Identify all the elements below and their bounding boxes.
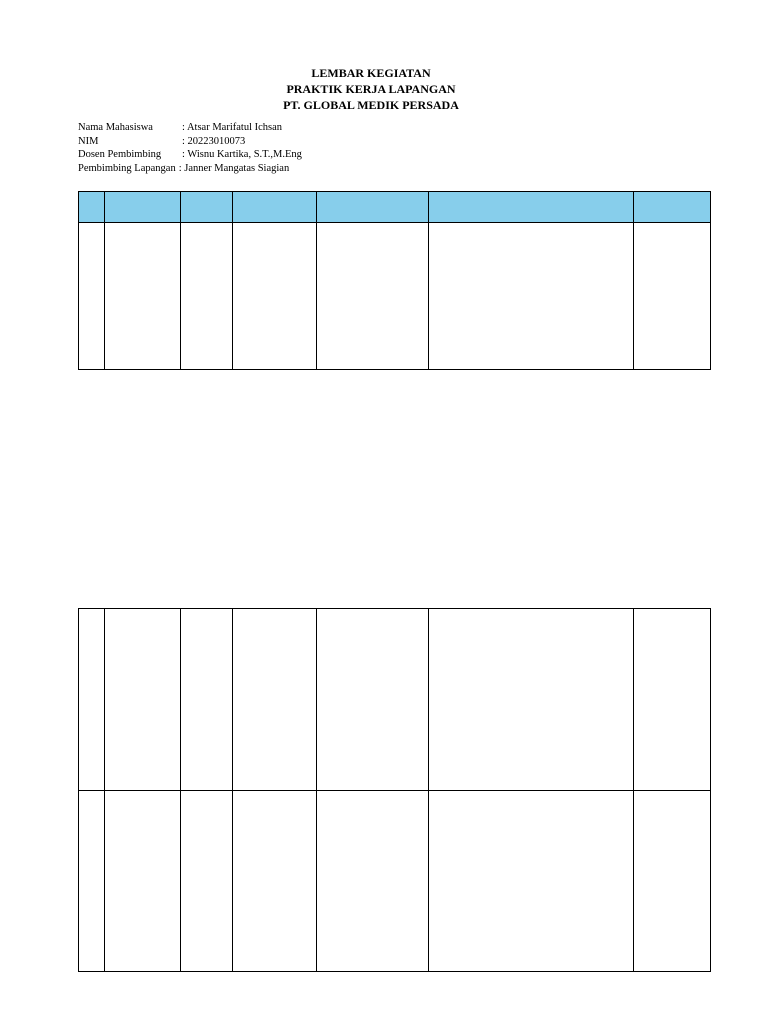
table-cell <box>105 791 181 972</box>
header-cell <box>105 192 181 223</box>
table-cell <box>429 791 634 972</box>
title-line-1: LEMBAR KEGIATAN <box>311 66 431 80</box>
info-label: NIM <box>78 135 99 147</box>
table-cell <box>105 223 181 370</box>
info-row-nim <box>78 135 302 149</box>
table-cell <box>634 609 711 791</box>
info-row-lecturer <box>78 148 302 162</box>
table-cell <box>79 791 105 972</box>
table-row <box>79 223 711 370</box>
table-cell <box>181 609 233 791</box>
info-row-field-supervisor <box>78 162 302 176</box>
info-label: Dosen Pembimbing <box>78 149 162 160</box>
table-cell <box>105 609 181 791</box>
table-cell <box>181 223 233 370</box>
table-row <box>79 791 711 972</box>
table-cell <box>634 223 711 370</box>
table-cell <box>634 791 711 972</box>
header-cell <box>181 192 233 223</box>
table-cell <box>317 791 429 972</box>
table-cell <box>233 609 317 791</box>
activity-table-continued <box>78 608 711 972</box>
activity-table <box>78 191 711 370</box>
table-cell <box>181 791 233 972</box>
document-title <box>0 65 742 113</box>
info-label: Nama Mahasiswa <box>78 122 153 133</box>
info-value: : Janner Mangatas Siagian <box>178 162 290 174</box>
table-cell <box>79 609 105 791</box>
title-line-3: PT. GLOBAL MEDIK PERSADA <box>283 98 459 112</box>
info-value: : Atsar Marifatul Ichsan <box>182 122 283 133</box>
header-cell <box>317 192 429 223</box>
info-value: : Wisnu Kartika, S.T.,M.Eng <box>182 149 302 160</box>
info-row-student-name <box>78 121 302 135</box>
student-info <box>78 121 302 175</box>
header-cell <box>429 192 634 223</box>
info-value: : 20223010073 <box>182 135 246 147</box>
header-cell <box>79 192 105 223</box>
header-cell <box>233 192 317 223</box>
table-cell <box>429 609 634 791</box>
table-cell <box>79 223 105 370</box>
table-header-row <box>79 192 711 223</box>
table-cell <box>233 223 317 370</box>
table-cell <box>429 223 634 370</box>
table-cell <box>233 791 317 972</box>
table-cell <box>317 223 429 370</box>
title-line-2: PRAKTIK KERJA LAPANGAN <box>286 82 456 96</box>
info-label: Pembimbing Lapangan <box>78 162 176 174</box>
header-cell <box>634 192 711 223</box>
table-row <box>79 609 711 791</box>
table-cell <box>317 609 429 791</box>
